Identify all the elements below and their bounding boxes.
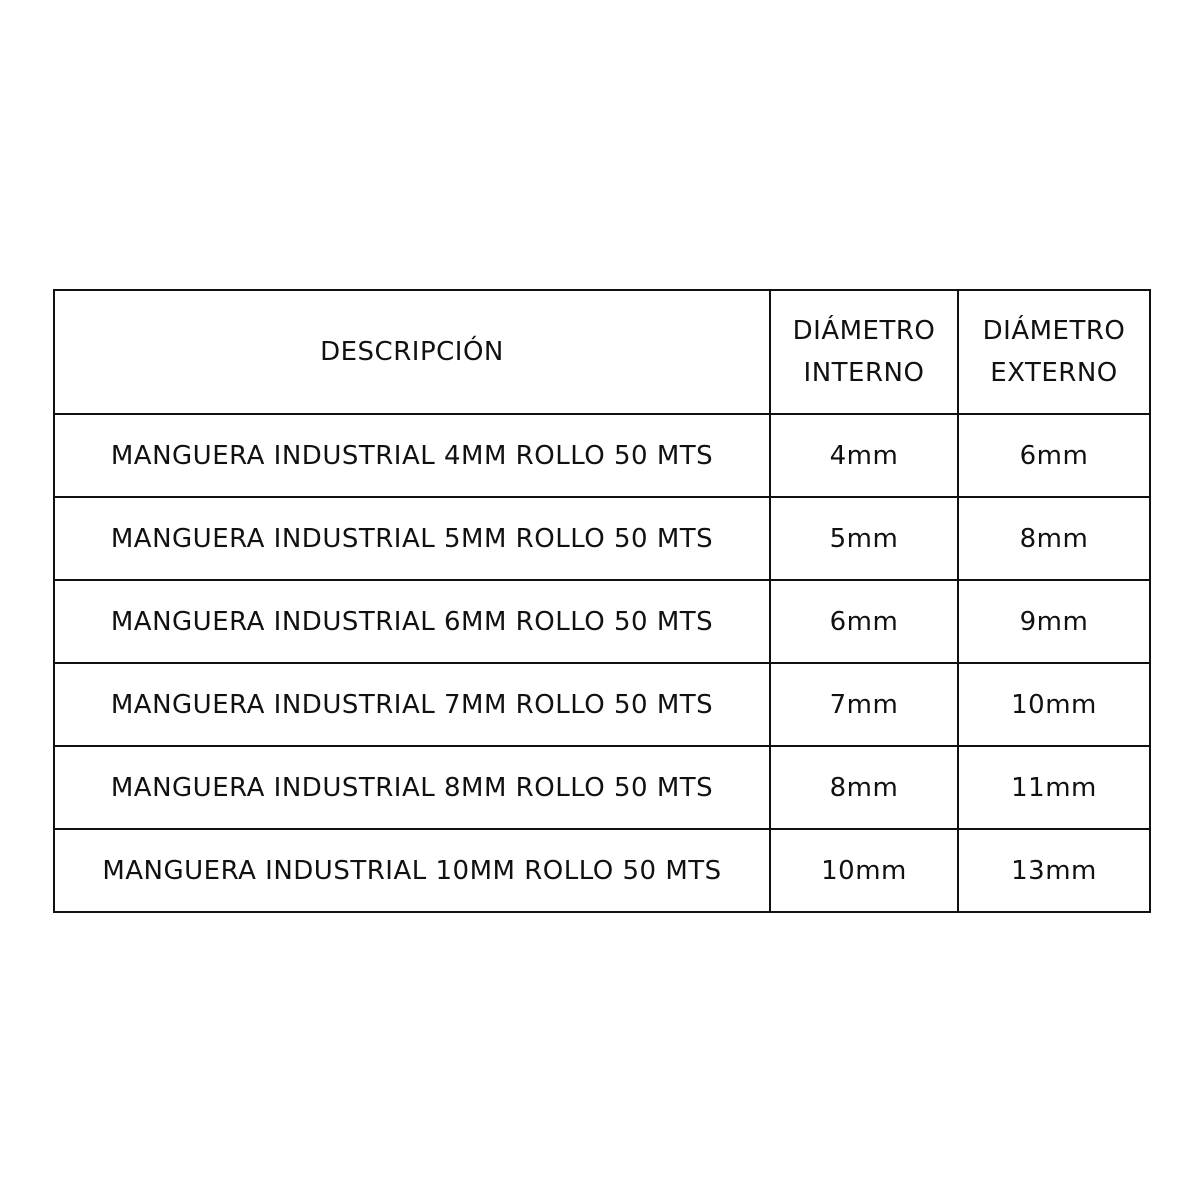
row-internal-diameter: 6mm: [770, 580, 958, 663]
header-external-line-2: EXTERNO: [990, 358, 1118, 388]
spec-table: [53, 289, 1151, 913]
row-external-diameter: 13mm: [958, 829, 1150, 912]
row-internal-diameter: 5mm: [770, 497, 958, 580]
row-description: MANGUERA INDUSTRIAL 10MM ROLLO 50 MTS: [54, 829, 770, 912]
row-internal-diameter: 8mm: [770, 746, 958, 829]
row-description: MANGUERA INDUSTRIAL 4MM ROLLO 50 MTS: [54, 414, 770, 497]
row-internal-diameter: 4mm: [770, 414, 958, 497]
header-internal-line-2: INTERNO: [803, 358, 925, 388]
table-row: [54, 414, 1150, 497]
header-row: [54, 290, 1150, 414]
row-internal-diameter: 10mm: [770, 829, 958, 912]
table-row: [54, 663, 1150, 746]
header-internal-diameter: [770, 290, 958, 414]
row-external-diameter: 6mm: [958, 414, 1150, 497]
row-description: MANGUERA INDUSTRIAL 8MM ROLLO 50 MTS: [54, 746, 770, 829]
row-external-diameter: 11mm: [958, 746, 1150, 829]
header-description: DESCRIPCIÓN: [54, 290, 770, 414]
row-external-diameter: 9mm: [958, 580, 1150, 663]
row-internal-diameter: 7mm: [770, 663, 958, 746]
row-external-diameter: 10mm: [958, 663, 1150, 746]
row-description: MANGUERA INDUSTRIAL 6MM ROLLO 50 MTS: [54, 580, 770, 663]
row-description: MANGUERA INDUSTRIAL 5MM ROLLO 50 MTS: [54, 497, 770, 580]
row-description: MANGUERA INDUSTRIAL 7MM ROLLO 50 MTS: [54, 663, 770, 746]
table-row: [54, 829, 1150, 912]
table-row: [54, 746, 1150, 829]
header-internal-line-1: DIÁMETRO: [792, 316, 936, 346]
header-external-diameter: [958, 290, 1150, 414]
table-row: [54, 580, 1150, 663]
header-external-line-1: DIÁMETRO: [982, 316, 1126, 346]
row-external-diameter: 8mm: [958, 497, 1150, 580]
table-row: [54, 497, 1150, 580]
